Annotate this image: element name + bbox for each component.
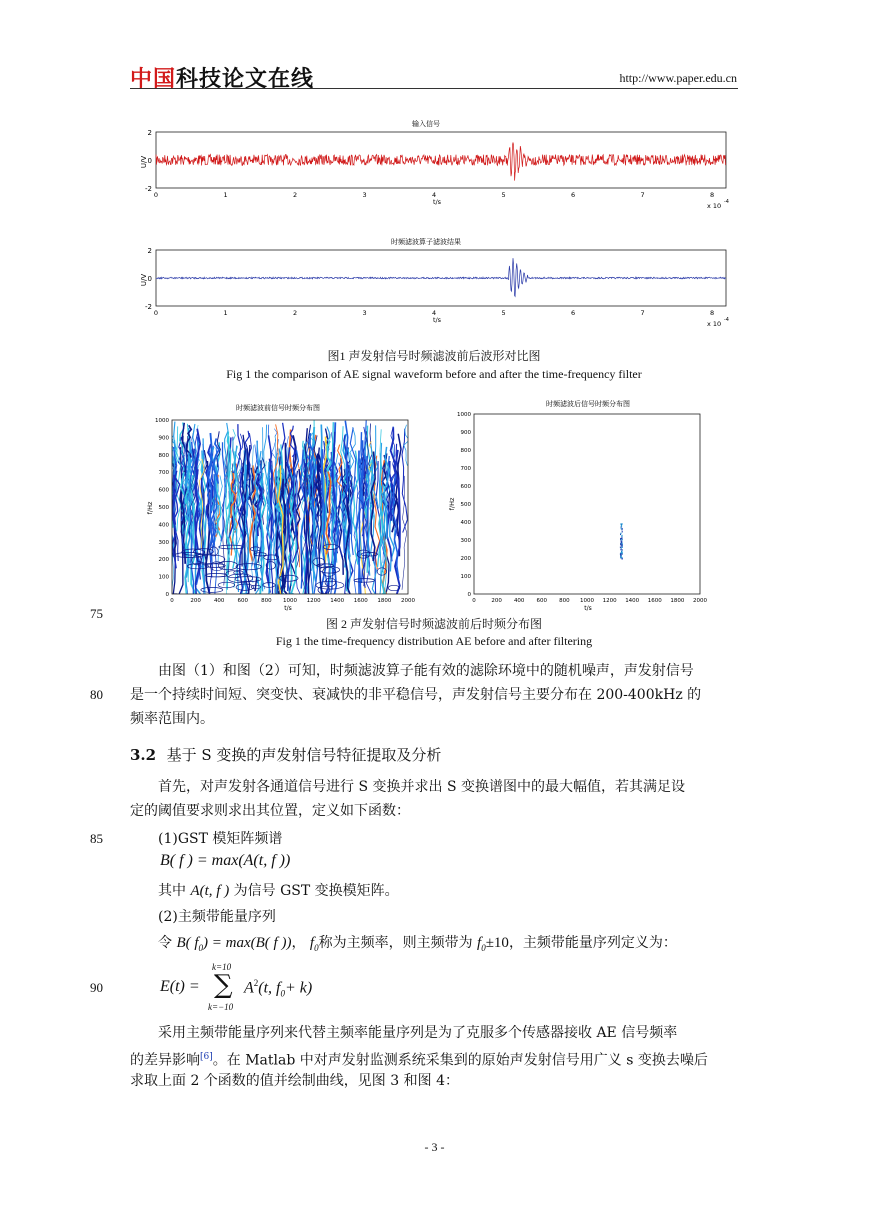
tf-point [620, 557, 621, 559]
tf-point [621, 540, 622, 542]
tf-point [621, 533, 622, 535]
y-tick-label: 300 [158, 539, 169, 546]
y-tick-label: 900 [460, 430, 471, 436]
figure2-caption-cn: 图 2 声发射信号时频滤波前后时频分布图 [325, 617, 542, 631]
eq2-f0-var: f [309, 935, 315, 951]
eq1-note-math: A(t, f ) [190, 883, 230, 899]
x-tick-label: 4 [431, 309, 437, 317]
item-1: (1)GST 模矩阵频谱 [158, 831, 283, 847]
x-tick-label: 200 [190, 598, 201, 604]
paragraph-1-line-1: 由图（1）和图（2）可知，时频滤波算子能有效的滤除环境中的随机噪声，声发射信号 [158, 663, 694, 679]
eq1-note-prefix: 其中 [158, 883, 186, 899]
fig1-top-exponent-power: -4 [724, 199, 729, 205]
section-number: 3.2 [130, 746, 157, 764]
tf-point [621, 544, 622, 546]
x-tick-label: 200 [491, 598, 502, 604]
fig1-top-ylabel: U/V [140, 155, 148, 169]
x-tick-label: 0 [170, 598, 174, 604]
fig1-bottom-ytick: 2 [147, 247, 152, 255]
tf-point [622, 544, 623, 546]
x-tick-label: 2 [292, 191, 298, 199]
item-2: (2)主频带能量序列 [158, 909, 276, 925]
eq2-text: 称为主频率，则主频带为 [318, 935, 473, 951]
equation-1: B( f ) = max(A(t, f )) [160, 852, 291, 869]
fig1-bottom-exponent-power: -4 [724, 317, 729, 323]
eq2-band-sub: 0 [481, 943, 486, 953]
tf-point [622, 528, 623, 530]
x-tick-label: 3 [362, 309, 367, 317]
fig1-top-ytick: 2 [147, 129, 152, 137]
x-tick-label: 6 [571, 309, 576, 317]
eq2-band-var: f [477, 935, 482, 951]
x-tick-label: 600 [237, 598, 249, 604]
x-tick-label: 7 [640, 309, 645, 317]
figure1-bottom-plot [140, 237, 729, 328]
header-rule [130, 88, 738, 89]
figure2-left-plot [146, 403, 415, 612]
fig2-right-xlabel: t/s [584, 605, 592, 612]
equation-3-lhs: E(t) = [160, 978, 200, 995]
fig1-bottom-ytick: -2 [145, 303, 152, 311]
y-tick-label: 700 [460, 466, 471, 472]
x-tick-label: 1200 [602, 598, 617, 604]
figure1-caption-en: Fig 1 the comparison of AE signal waveform before and after the time-frequency filter [226, 367, 642, 381]
y-tick-label: 1000 [457, 412, 471, 418]
tf-point [621, 535, 622, 537]
eq2-prefix: 令 [158, 935, 172, 951]
paragraph-2-line-2: 定的阈值要求则求出其位置，定义如下函数： [130, 803, 410, 819]
tf-point [621, 528, 622, 530]
x-tick-label: 2000 [401, 598, 415, 604]
fig2-right-ylabel: f/Hz [448, 497, 456, 511]
eq2-subscript: 0 [198, 943, 204, 953]
y-tick-label: 0 [467, 592, 471, 598]
y-tick-label: 900 [158, 435, 169, 442]
x-tick-label: 3 [362, 191, 367, 199]
paragraph-3-line-1: 采用主频带能量序列来代替主频率能量序列是为了克服多个传感器接收 AE 信号频率 [158, 1025, 678, 1041]
tf-point [622, 558, 623, 560]
section-title: 基于 S 变换的声发射信号特征提取及分析 [166, 746, 442, 764]
x-tick-label: 8 [710, 191, 715, 199]
fig1-bottom-xlabel: t/s [432, 316, 442, 324]
y-tick-label: 600 [460, 484, 471, 490]
figure1-top-plot [140, 119, 729, 210]
fig2-left-xlabel: t/s [284, 605, 292, 612]
line-number-90: 90 [90, 980, 103, 995]
tf-point [620, 555, 621, 557]
y-tick-label: 500 [158, 505, 169, 511]
fig1-bottom-title: 时频滤波算子滤波结果 [391, 238, 461, 246]
x-tick-label: 1 [223, 309, 228, 317]
eq2-math [176, 935, 291, 951]
figure1 [130, 112, 738, 350]
tf-point [621, 551, 622, 553]
x-tick-label: 1200 [306, 598, 321, 604]
y-tick-label: 200 [158, 557, 169, 564]
p3-line2-end: 。在 Matlab 中对声发射监测系统采集到的原始声发射信号用广义 s 变换去噪后 [212, 1052, 708, 1069]
y-tick-label: 1000 [155, 418, 169, 424]
fig2-left-yticks [155, 418, 170, 598]
tf-point [621, 542, 622, 544]
equation-3-rhs: $A^2(t$, $f_0+ k$) [244, 978, 313, 999]
eq2-band-pm: ±10 [485, 935, 509, 951]
fig1-top-exponent: x 10 [707, 202, 722, 210]
x-tick-label: 1800 [670, 598, 685, 604]
x-tick-label: 0 [472, 598, 476, 604]
tf-point [621, 525, 622, 527]
x-tick-label: 800 [559, 598, 570, 604]
equation-3-lower: k=−10 [208, 1002, 234, 1012]
equation-1-note [158, 880, 718, 903]
y-tick-label: 200 [460, 556, 471, 562]
header-url[interactable]: http://www.paper.edu.cn [619, 71, 737, 85]
fig2-left-title: 时频滤波前信号时频分布图 [236, 404, 320, 412]
x-tick-label: 1800 [377, 598, 392, 604]
x-tick-label: 2000 [693, 598, 707, 604]
eq1-note-suffix: 为信号 GST 变换模矩阵。 [233, 883, 399, 899]
equation-3-upper: k=10 [212, 962, 232, 972]
fig2-left-ylabel: f/Hz [146, 501, 154, 515]
y-tick-label: 800 [460, 448, 471, 454]
tf-point [620, 549, 621, 551]
y-tick-label: 300 [460, 538, 471, 544]
citation-link[interactable]: [6] [200, 1052, 213, 1062]
fig1-bottom-exponent: x 10 [707, 320, 722, 328]
eq3-sub: 0 [280, 988, 285, 999]
paragraph-1-line-2: 是一个持续时间短、突变快、衰减快的非平稳信号，声发射信号主要分布在 200-400kHz 的 [130, 687, 702, 703]
x-tick-label: 5 [501, 309, 506, 317]
y-tick-label: 400 [460, 520, 471, 526]
x-tick-label: 600 [536, 598, 548, 604]
x-tick-label: 2 [292, 309, 298, 317]
y-tick-label: 800 [158, 452, 169, 459]
paragraph-2-line-1: 首先，对声发射各通道信号进行 S 变换并求出 S 变换谱图中的最大幅值，若其满足设 [158, 779, 685, 795]
y-tick-label: 400 [158, 522, 169, 529]
equation-2-line [158, 932, 740, 960]
y-tick-label: 700 [158, 470, 169, 477]
tf-point [622, 549, 623, 551]
line-number-85: 85 [90, 831, 103, 846]
sum-icon: ∑ [214, 970, 233, 1000]
eq3-A: A [244, 979, 254, 997]
page-number: - 3 - [424, 1140, 445, 1154]
y-tick-label: 500 [460, 502, 471, 508]
x-tick-label: 0 [153, 191, 159, 199]
x-tick-label: 6 [571, 191, 576, 199]
eq2-band [477, 935, 509, 951]
tf-point [622, 538, 623, 540]
y-tick-label: 100 [158, 574, 169, 581]
eq2-f0 [310, 935, 319, 951]
logo-black-text: 科技论文在线 [176, 67, 315, 92]
eq3-args: (t, f [258, 979, 281, 997]
figure2 [140, 396, 720, 614]
eq2-f0-sub: 0 [314, 943, 319, 953]
figure2-right-plot [448, 399, 707, 612]
fig2-left-xticks [170, 598, 415, 604]
x-tick-label: 0 [153, 309, 159, 317]
p3-line2-start: 的差异影响 [130, 1052, 200, 1069]
y-tick-label: 600 [158, 487, 169, 494]
fig1-bottom-ytick: 0 [147, 275, 152, 283]
fig2-right-xticks [472, 598, 707, 604]
tf-point [622, 523, 623, 525]
eq2-comma: ， [291, 935, 306, 951]
fig1-bottom-ylabel: U/V [140, 273, 148, 287]
eq2-math-part1: B( f [176, 935, 199, 951]
figure1-caption-cn: 图1 声发射信号时频滤波前后波形对比图 [327, 349, 541, 363]
x-tick-label: 1 [223, 191, 228, 199]
x-tick-label: 5 [501, 191, 506, 199]
x-tick-label: 1400 [625, 598, 640, 604]
fig1-top-xlabel: t/s [432, 198, 442, 206]
x-tick-label: 800 [261, 598, 272, 604]
x-tick-label: 1400 [330, 598, 345, 604]
line-number-80: 80 [90, 687, 103, 702]
line-number-75: 75 [90, 606, 103, 621]
eq3-tail: + k) [285, 979, 313, 997]
x-tick-label: 4 [431, 191, 437, 199]
x-tick-label: 7 [640, 191, 645, 199]
tf-point [620, 547, 621, 549]
x-tick-label: 1000 [580, 598, 594, 604]
paragraph-1-line-3: 频率范围内。 [130, 711, 214, 727]
fig2-right-yticks [457, 412, 472, 598]
x-tick-label: 8 [710, 309, 715, 317]
x-tick-label: 400 [213, 598, 225, 604]
y-tick-label: 100 [460, 574, 471, 580]
fig1-top-ytick: -2 [145, 185, 152, 193]
paragraph-3-line-3: 求取上面 2 个函数的值并绘制曲线，见图 3 和图 4： [130, 1073, 459, 1089]
fig2-right-axes [474, 414, 700, 594]
x-tick-label: 1000 [283, 598, 297, 604]
fig1-top-ytick: 0 [147, 157, 152, 165]
eq2-math-part2: ) = max(B( f )) [203, 935, 292, 951]
figure2-caption-en: Fig 1 the time-frequency distribution AE before and after filtering [275, 634, 593, 648]
x-tick-label: 1600 [647, 598, 662, 604]
fig2-right-title: 时频滤波后信号时频分布图 [546, 400, 630, 408]
tf-point [621, 538, 622, 540]
fig1-top-title: 输入信号 [412, 120, 440, 128]
paragraph-3-line-2 [130, 1046, 738, 1073]
section-heading [130, 744, 441, 765]
x-tick-label: 400 [513, 598, 525, 604]
tf-point [622, 531, 623, 533]
logo-red-text: 中国 [130, 67, 177, 92]
eq2-tail: ，主频带能量序列定义为： [508, 935, 677, 951]
y-tick-label: 0 [165, 592, 169, 598]
x-tick-label: 1600 [353, 598, 368, 604]
